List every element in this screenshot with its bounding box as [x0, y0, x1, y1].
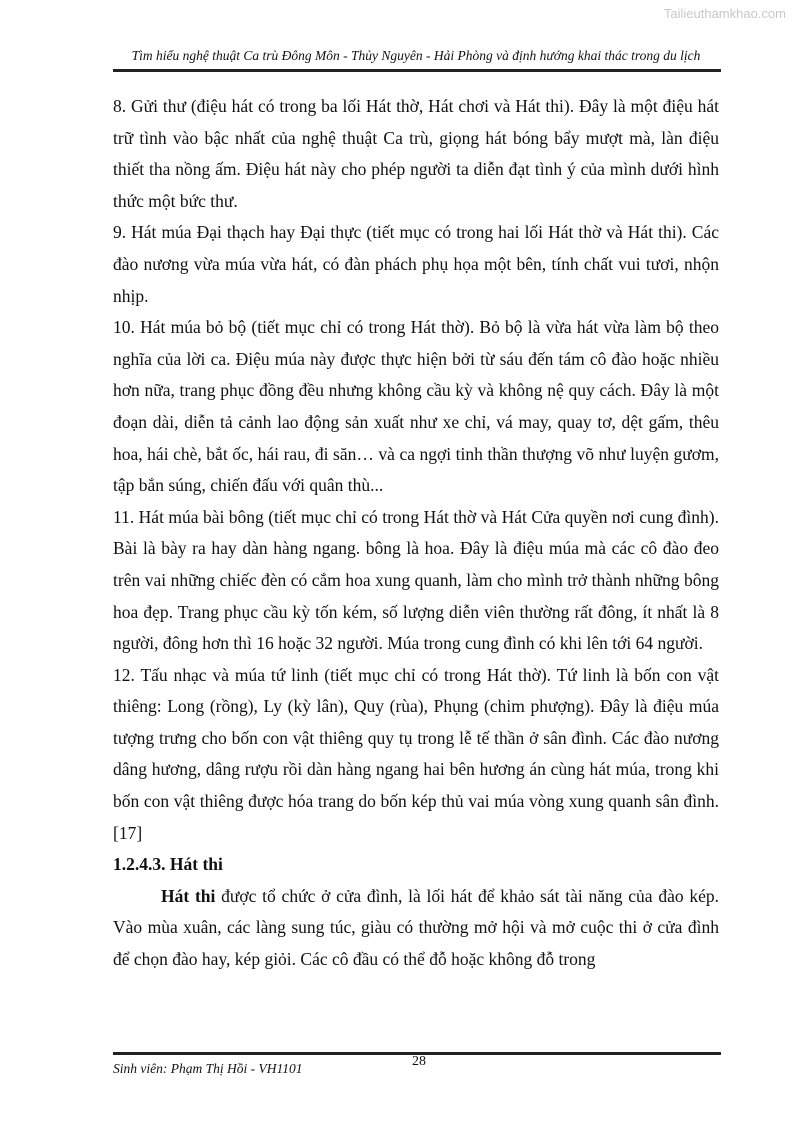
paragraph-text: được tổ chức ở cửa đình, là lối hát để khảo sát tài năng của đào kép. Vào mùa xuân, các làng sung túc, giàu có thường mở hội và mở cuộc thi ở cửa đình để chọn đào hay, kép giỏi. Các cô đầu có thể đỗ hoặc không đỗ trong: [113, 885, 719, 970]
header-divider: [113, 69, 721, 72]
footer-student: Sinh viên: Phạm Thị Hồi - VH1101: [113, 1061, 303, 1076]
section-heading: 1.2.4.3. Hát thi: [113, 854, 223, 875]
paragraph-10: 10. Hát múa bỏ bộ (tiết mục chỉ có trong Hát thờ). Bỏ bộ là vừa hát vừa làm bộ theo nghĩa của lời ca. Điệu múa này được thực hiện bởi từ sáu đến tám cô đào hoặc nhiều hơn nữa, trang phục đồng đều nhưng không cầu kỳ và không nệ quy cách. Đây là một đoạn dài, diễn tả cảnh lao động sản xuất như xe chỉ, vá may, quay tơ, dệt gấm, thêu hoa, hái chè, bắt ốc, hái rau, đi săn… và ca ngợi tinh thần thượng võ như luyện gươm, tập bắn súng, chiến đấu với quân thù...: [113, 317, 719, 496]
page-header: Tìm hiểu nghệ thuật Ca trù Đông Môn - Thủy Nguyên - Hải Phòng và định hướng khai thác trong du lịch: [131, 48, 701, 63]
paragraph-hat-thi: [113, 881, 719, 976]
watermark: Tailieuthamkhao.com: [663, 6, 786, 21]
paragraph-8: 8. Gửi thư (điệu hát có trong ba lối Hát thờ, Hát chơi và Hát thi). Đây là một điệu hát trữ tình vào bậc nhất của nghệ thuật Ca trù, giọng hát bóng bẩy mượt mà, làn điệu thiết tha nồng ấm. Điệu hát này cho phép người ta diễn đạt tình ý của mình dưới hình thức một bức thư.: [113, 96, 719, 211]
paragraph-9: 9. Hát múa Đại thạch hay Đại thực (tiết mục có trong hai lối Hát thờ và Hát thi). Các đào nương vừa múa vừa hát, có đàn phách phụ họa một bên, tính chất vui tươi, nhộn nhịp.: [113, 222, 719, 306]
document-body: [113, 91, 719, 976]
paragraph-12: 12. Tấu nhạc và múa tứ linh (tiết mục chỉ có trong Hát thờ). Tứ linh là bốn con vật thiêng: Long (rồng), Ly (kỳ lân), Quy (rùa), Phụng (chim phượng). Đây là điệu múa tượng trưng cho bốn con vật thiêng quy tụ trong lễ tế thần ở sân đình. Các đào nương dâng hương, dâng rượu rồi dàn hàng ngang hai bên hương án cùng hát múa, trong khi bốn con vật thiêng được hóa trang do bốn kép thủ vai múa vòng xung quanh sân đình. [17]: [113, 664, 719, 843]
paragraph-11: 11. Hát múa bài bông (tiết mục chỉ có trong Hát thờ và Hát Cửa quyền nơi cung đình). Bài là bày ra hay dàn hàng ngang. bông là hoa. Đây là điệu múa mà các cô đào đeo trên vai những chiếc đèn có cắm hoa xung quanh, làm cho mình trở thành những bông hoa đẹp. Trang phục cầu kỳ tốn kém, số lượng diễn viên thường rất đông, ít nhất là 8 người, đông hơn thì 16 hoặc 32 người. Múa trong cung đình có khi lên tới 64 người.: [113, 506, 719, 654]
page-number: 28: [412, 1054, 426, 1069]
bold-lead: Hát thi: [161, 885, 216, 906]
